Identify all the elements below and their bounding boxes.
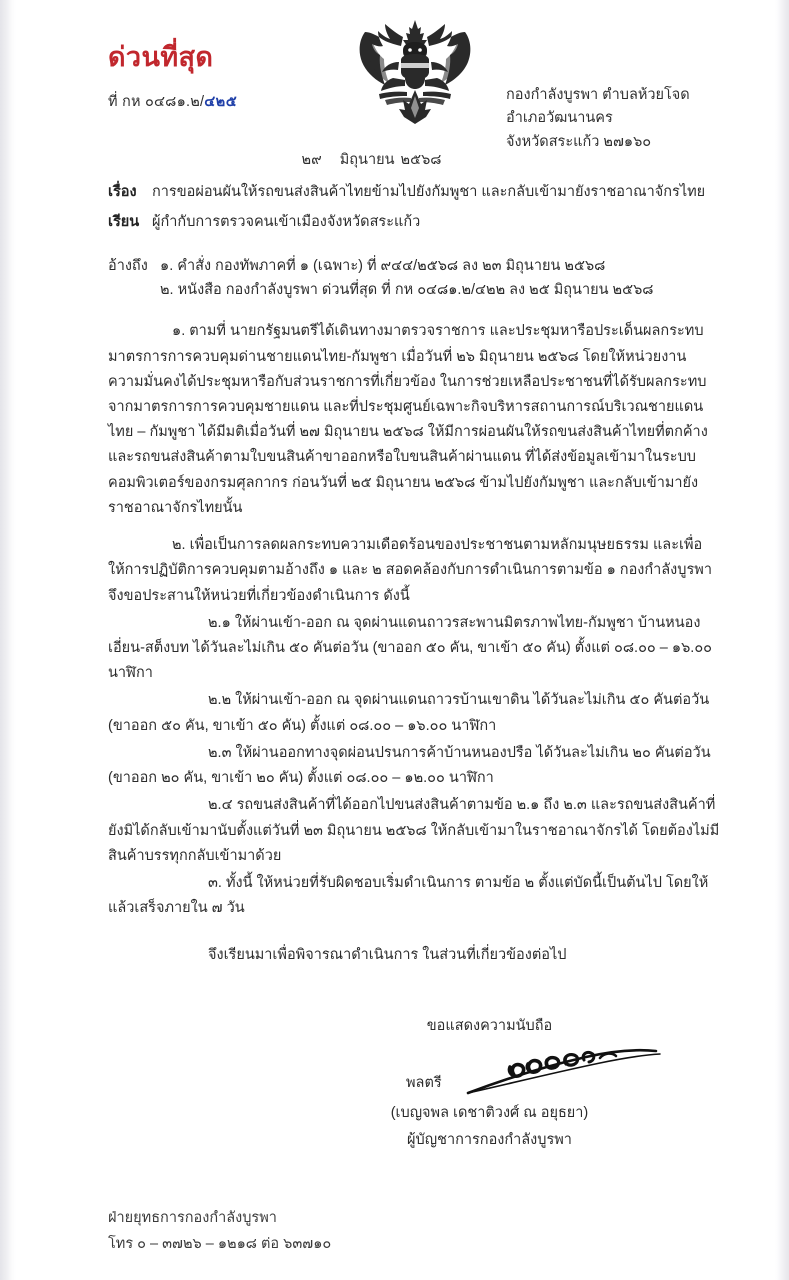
date-year: ๒๕๖๘ [400, 152, 442, 168]
sub-item-2-3: ๒.๓ ให้ผ่านออกทางจุดผ่อนปรนการค้าบ้านหนองปรือ ได้วันละไม่เกิน ๒๐ คันต่อวัน (ขาออก ๒๐ คัน, ขาเข้า ๒๐ คัน) ตั้งแต่ ๐๘.๐๐ – ๑๒.๐๐ นาฬิกา [108, 744, 711, 787]
document-number-serial: ๔๒๕ [204, 94, 238, 110]
sender-address-line-1: กองกำลังบูรพา ตำบลห้วยโจด [506, 87, 690, 103]
references-section [108, 254, 721, 304]
paragraph-2: ๒. เพื่อเป็นการลดผลกระทบความเดือดร้อนของประชาชนตามหลักมนุษยธรรม และเพื่อให้การปฏิบัติการควบคุมตามอ้างถึง ๑ และ ๒ สอดคล้องกับการดำเนินการตามข้อ ๑ กองกำลังบูรพา จึงขอประสานให้หน่วยที่เกี่ยวข้องดำเนินการ ดังนี้ [108, 537, 712, 604]
reference-item-2: ๒. หนังสือ กองกำลังบูรพา ด่วนที่สุด ที่ กห ๐๔๘๑.๒/๔๒๒ ลง ๒๕ มิถุนายน ๒๕๖๘ [160, 282, 654, 299]
sender-address [506, 84, 721, 154]
document-footer [108, 1206, 331, 1258]
garuda-emblem [349, 10, 481, 132]
date-day: ๒๙ [301, 152, 322, 168]
recipient-row [108, 212, 721, 234]
document-number [108, 90, 237, 113]
sub-item-2-4: ๒.๔ รถขนส่งสินค้าที่ได้ออกไปขนส่งสินค้าตามข้อ ๒.๑ ถึง ๒.๓ และรถขนส่งสินค้าที่ยังมิได้กลับเข้ามานับตั้งแต่วันที่ ๒๓ มิถุนายน ๒๕๖๘ ให้กลับเข้ามาในราชอาณาจักรได้ โดยต้องไม่มีสินค้าบรรทุกกลับเข้ามาด้วย [108, 797, 720, 864]
regards-text: ขอแสดงความนับถือ [426, 1018, 553, 1035]
signer-rank: พลตรี [406, 1075, 442, 1092]
signer-title: ผู้บัญชาการกองกำลังบูรพา [407, 1131, 572, 1148]
recipient-label: เรียน [108, 213, 140, 230]
date-month: มิถุนายน [339, 152, 395, 168]
signature-area [108, 1043, 721, 1099]
references-label: อ้างถึง [108, 257, 148, 274]
closing-statement: จึงเรียนมาเพื่อพิจารณาดำเนินการ ในส่วนที่เกี่ยวข้องต่อไป [208, 947, 567, 964]
subject-value: การขอผ่อนผันให้รถขนส่งสินค้าไทยข้ามไปยังกัมพูชา และกลับเข้ามายังราชอาณาจักรไทย [152, 184, 706, 200]
handwritten-signature-icon [460, 1045, 680, 1097]
footer-department: ฝ่ายยุทธการกองกำลังบูรพา [108, 1210, 277, 1227]
subject-label: เรื่อง [108, 184, 137, 200]
footer-phone: โทร ๐ – ๓๗๒๖ – ๑๒๑๘ ต่อ ๖๓๗๑๐ [108, 1236, 332, 1253]
sender-address-line-2: อำเภอวัฒนานคร [506, 110, 613, 127]
signer-name: (เบญจพล เดชาติวงศ์ ณ อยุธยา) [390, 1105, 589, 1122]
document-date [108, 148, 721, 171]
sub-item-2-1: ๒.๑ ให้ผ่านเข้า-ออก ณ จุดผ่านแดนถาวรสะพานมิตรภาพไทย-กัมพูชา บ้านหนองเอี่ยน-สต็งบท ได้วันละไม่เกิน ๕๐ คันต่อวัน (ขาออก ๕๐ คัน, ขาเข้า ๕๐ คัน) ตั้งแต่ ๐๘.๐๐ – ๑๖.๐๐ นาฬิกา [108, 614, 713, 682]
signature-section [108, 1014, 721, 1192]
subject-row [108, 182, 721, 204]
sub-item-2-2: ๒.๒ ให้ผ่านเข้า-ออก ณ จุดผ่านแดนถาวรบ้านเขาดิน ได้วันละไม่เกิน ๕๐ คันต่อวัน (ขาออก ๕๐ คัน, ขาเข้า ๕๐ คัน) ตั้งแต่ ๐๘.๐๐ – ๑๖.๐๐ นาฬิกา [108, 692, 710, 734]
document-body [108, 319, 721, 921]
subject-section [108, 182, 721, 234]
paragraph-1: ๑. ตามที่ นายกรัฐมนตรีได้เดินทางมาตรวจราชการ และประชุมหารือประเด็นผลกระทบมาตรการการควบคุมด่านชายแดนไทย-กัมพูชา เมื่อวันที่ ๒๖ มิถุนายน ๒๕๖๘ โดยให้หน่วยงานความมั่นคงได้ประชุมหารือกับส่วนราชการที่เกี่ยวข้อง ในการช่วยเหลือประชาชนที่ได้รับผลกระทบจากมาตรการการควบคุมชายแดน และที่ประชุมศูนย์เฉพาะกิจบริหารสถานการณ์บริเวณชายแดนไทย – กัมพูชา ได้มีมติเมื่อวันที่ ๒๗ มิถุนายน ๒๕๖๘ ให้มีการผ่อนผันให้รถขนส่งสินค้าไทยที่ตกค้าง และรถขนส่งสินค้าตามใบขนสินค้าขาออกหรือใบขนสินค้าผ่านแดน ที่ได้ส่งข้อมูลเข้ามาในระบบคอมพิวเตอร์ของกรมศุลกากร ก่อนวันที่ ๒๕ มิถุนายน ๒๕๖๘ ข้ามไปยังกัมพูชา และกลับเข้ามายังราชอาณาจักรไทยนั้น [108, 323, 708, 516]
recipient-value: ผู้กำกับการตรวจคนเข้าเมืองจังหวัดสระแก้ว [152, 213, 421, 230]
sender-address-line-3: จังหวัดสระแก้ว ๒๗๑๖๐ [506, 133, 652, 150]
document-header [108, 0, 721, 172]
paragraph-3: ๓. ทั้งนี้ ให้หน่วยที่รับผิดชอบเริ่มดำเนินการ ตามข้อ ๒ ตั้งแต่บัดนี้เป็นต้นไป โดยให้แล้วเสร็จภายใน ๗ วัน [108, 874, 709, 917]
document-number-prefix: ที่ กห ๐๔๘๑.๒/ [108, 94, 205, 110]
urgency-stamp: ด่วนที่สุด [108, 42, 214, 72]
reference-item-1: ๑. คำสั่ง กองทัพภาคที่ ๑ (เฉพาะ) ที่ ๙๔๔/๒๕๖๘ ลง ๒๓ มิถุนายน ๒๕๖๘ [160, 257, 606, 274]
reference-row-1 [108, 254, 721, 279]
paragraph-spacer-1 [108, 523, 721, 533]
